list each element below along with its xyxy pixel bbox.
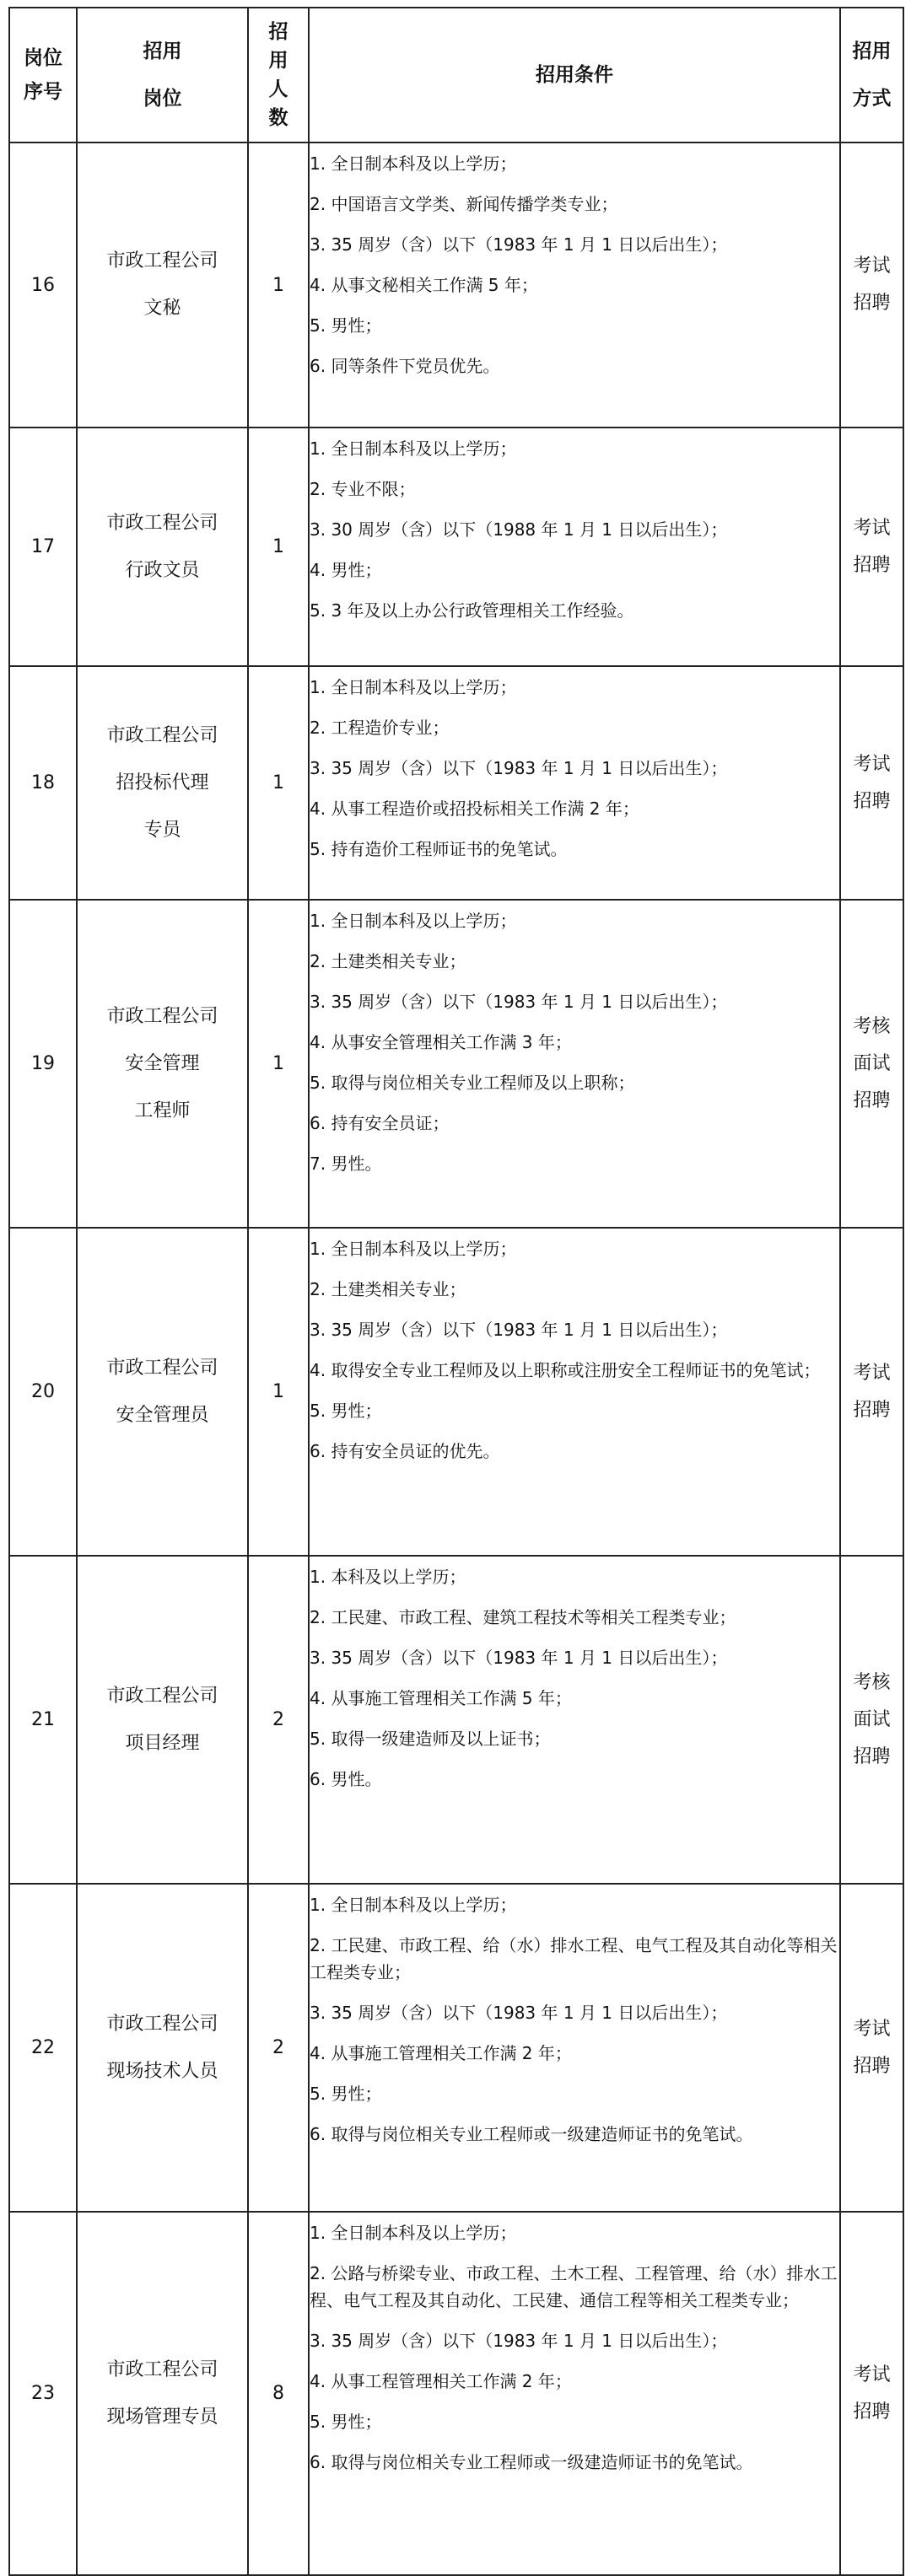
condition-item: 2. 工程造价专业；: [310, 718, 450, 738]
method-line: 考核: [853, 1671, 891, 1693]
conditions-list: [310, 2213, 839, 2482]
row-seq-number: 23: [9, 2212, 77, 2575]
condition-item: 6. 持有安全员证的优先。: [310, 1441, 500, 1461]
condition-item: 2. 中国语言文学类、新闻传播学类专业；: [310, 194, 618, 214]
condition-item: 5. 取得一级建造师及以上证书；: [310, 1729, 551, 1749]
header-seq: [9, 8, 77, 143]
method-line: 考试: [853, 2018, 891, 2040]
condition-item: 3. 35 周岁（含）以下（1983 年 1 月 1 日以后出生）；: [310, 1320, 728, 1340]
condition-item: 6. 取得与岗位相关专业工程师或一级建造师证书的免笔试。: [310, 2452, 753, 2472]
condition-item: 5. 男性；: [310, 315, 382, 336]
condition-item: 2. 土建类相关专业；: [310, 951, 466, 971]
method-line: 考试: [853, 255, 891, 277]
conditions-list: [310, 1557, 839, 1799]
table-row: [9, 1884, 903, 2212]
method-line: 招聘: [853, 293, 891, 314]
position-line: 现场技术人员: [106, 2060, 218, 2082]
conditions-list: [310, 1229, 839, 1471]
condition-item: 4. 从事施工管理相关工作满 5 年；: [310, 1688, 572, 1708]
table-row: [9, 900, 903, 1228]
method-line: 招聘: [853, 2401, 891, 2423]
condition-item: 1. 全日制本科及以上学历；: [310, 1239, 517, 1259]
row-position: [77, 2212, 248, 2575]
condition-item: 4. 男性；: [310, 560, 382, 580]
condition-item: 2. 工民建、市政工程、给（水）排水工程、电气工程及其自动化等相关工程类专业；: [310, 1935, 838, 1982]
condition-item: 2. 专业不限；: [310, 479, 416, 499]
row-conditions: [309, 900, 840, 1228]
condition-item: 4. 从事安全管理相关工作满 3 年；: [310, 1032, 572, 1052]
condition-item: 5. 取得与岗位相关专业工程师及以上职称；: [310, 1073, 635, 1093]
row-position: [77, 143, 248, 428]
row-position: [77, 1884, 248, 2212]
method-line: 考试: [853, 517, 891, 539]
condition-item: 4. 从事文秘相关工作满 5 年；: [310, 275, 538, 295]
condition-item: 1. 全日制本科及以上学历；: [310, 153, 517, 174]
condition-item: 7. 男性。: [310, 1154, 382, 1174]
position-line: 现场管理专员: [106, 2406, 218, 2428]
row-conditions: [309, 1556, 840, 1884]
row-headcount: 2: [248, 1884, 309, 2212]
method-line: 考试: [853, 753, 891, 775]
method-line: 招聘: [853, 1089, 891, 1111]
row-headcount: 1: [248, 900, 309, 1228]
table-row: [9, 666, 903, 900]
row-seq-number: 22: [9, 1884, 77, 2212]
row-seq-number: 16: [9, 143, 77, 428]
header-position: [77, 8, 248, 143]
condition-item: 1. 全日制本科及以上学历；: [310, 438, 517, 459]
row-seq-number: 18: [9, 666, 77, 900]
position-line: 项目经理: [125, 1732, 200, 1754]
header-count-char: 用: [268, 50, 288, 72]
condition-item: 4. 取得安全专业工程师及以上职称或注册安全工程师证书的免笔试；: [310, 1360, 821, 1380]
condition-item: 1. 本科及以上学历；: [310, 1567, 466, 1587]
conditions-list: [310, 143, 839, 386]
header-position-line: 招用: [143, 40, 182, 62]
method-line: 考核: [853, 1015, 891, 1037]
position-line: 市政工程公司: [106, 2358, 218, 2380]
conditions-list: [310, 428, 839, 631]
header-seq-line: 岗位: [24, 47, 62, 69]
condition-item: 6. 持有安全员证；: [310, 1113, 450, 1133]
method-line: 考试: [853, 2364, 891, 2385]
condition-item: 3. 35 周岁（含）以下（1983 年 1 月 1 日以后出生）；: [310, 2331, 728, 2351]
condition-item: 3. 30 周岁（含）以下（1988 年 1 月 1 日以后出生）；: [310, 519, 728, 540]
recruitment-table: [8, 7, 904, 2576]
row-conditions: [309, 1884, 840, 2212]
condition-item: 3. 35 周岁（含）以下（1983 年 1 月 1 日以后出生）；: [310, 2003, 728, 2023]
position-line: 招投标代理: [116, 772, 209, 793]
method-line: 招聘: [853, 1745, 891, 1767]
row-position: [77, 900, 248, 1228]
position-line: 安全管理: [125, 1052, 200, 1074]
condition-item: 4. 从事工程管理相关工作满 2 年；: [310, 2371, 572, 2391]
row-headcount: 1: [248, 1228, 309, 1556]
table-header-row: [9, 8, 903, 143]
condition-item: 5. 男性；: [310, 1401, 382, 1421]
method-line: 招聘: [853, 1399, 891, 1421]
method-line: 考试: [853, 1362, 891, 1384]
header-method-line: 招用: [852, 40, 892, 62]
condition-item: 5. 持有造价工程师证书的免笔试。: [310, 839, 568, 859]
row-headcount: 8: [248, 2212, 309, 2575]
header-count: [248, 8, 309, 143]
row-headcount: 1: [248, 666, 309, 900]
row-recruit-method: [840, 900, 903, 1228]
row-headcount: 2: [248, 1556, 309, 1884]
row-recruit-method: [840, 143, 903, 428]
table-body: [9, 143, 903, 2575]
condition-item: 3. 35 周岁（含）以下（1983 年 1 月 1 日以后出生）；: [310, 234, 728, 255]
row-conditions: [309, 2212, 840, 2575]
row-recruit-method: [840, 428, 903, 666]
position-line: 安全管理员: [116, 1404, 209, 1426]
row-recruit-method: [840, 1884, 903, 2212]
condition-item: 2. 公路与桥梁专业、市政工程、土木工程、工程管理、给（水）排水工程、电气工程及其自动化、工民建、通信工程等相关工程类专业；: [310, 2263, 838, 2310]
condition-item: 4. 从事工程造价或招投标相关工作满 2 年；: [310, 799, 639, 819]
header-count-char: 数: [268, 107, 288, 129]
position-line: 市政工程公司: [106, 250, 218, 272]
condition-item: 4. 从事施工管理相关工作满 2 年；: [310, 2043, 572, 2063]
condition-item: 5. 男性；: [310, 2084, 382, 2104]
condition-item: 2. 土建类相关专业；: [310, 1279, 466, 1299]
row-seq-number: 20: [9, 1228, 77, 1556]
table-row: [9, 1228, 903, 1556]
header-method: [840, 8, 903, 143]
position-line: 市政工程公司: [106, 512, 218, 534]
condition-item: 5. 3 年及以上办公行政管理相关工作经验。: [310, 600, 634, 621]
row-recruit-method: [840, 666, 903, 900]
method-line: 招聘: [853, 554, 891, 576]
row-conditions: [309, 1228, 840, 1556]
row-position: [77, 428, 248, 666]
header-method-line: 方式: [852, 88, 892, 110]
table-row: [9, 1556, 903, 1884]
condition-item: 3. 35 周岁（含）以下（1983 年 1 月 1 日以后出生）；: [310, 1648, 728, 1668]
condition-item: 1. 全日制本科及以上学历；: [310, 1895, 517, 1915]
condition-item: 1. 全日制本科及以上学历；: [310, 677, 517, 697]
row-conditions: [309, 666, 840, 900]
position-line: 专员: [143, 819, 181, 841]
row-seq-number: 17: [9, 428, 77, 666]
position-line: 市政工程公司: [106, 1005, 218, 1027]
position-line: 市政工程公司: [106, 1357, 218, 1379]
condition-item: 6. 同等条件下党员优先。: [310, 356, 500, 376]
row-headcount: 1: [248, 428, 309, 666]
condition-item: 3. 35 周岁（含）以下（1983 年 1 月 1 日以后出生）；: [310, 992, 728, 1012]
header-conditions: 招用条件: [309, 8, 840, 143]
row-position: [77, 666, 248, 900]
condition-item: 3. 35 周岁（含）以下（1983 年 1 月 1 日以后出生）；: [310, 758, 728, 778]
row-position: [77, 1556, 248, 1884]
conditions-list: [310, 667, 839, 869]
table-row: [9, 143, 903, 428]
condition-item: 2. 工民建、市政工程、建筑工程技术等相关工程类专业；: [310, 1607, 736, 1627]
position-line: 文秘: [143, 298, 181, 319]
header-count-char: 人: [268, 78, 288, 100]
header-seq-line: 序号: [24, 81, 62, 103]
row-position: [77, 1228, 248, 1556]
condition-item: 5. 男性；: [310, 2412, 382, 2432]
header-count-char: 招: [268, 21, 288, 43]
condition-item: 6. 取得与岗位相关专业工程师或一级建造师证书的免笔试。: [310, 2124, 753, 2144]
position-line: 工程师: [134, 1100, 191, 1121]
position-line: 市政工程公司: [106, 724, 218, 746]
recruitment-page: [8, 7, 903, 2576]
row-recruit-method: [840, 2212, 903, 2575]
method-line: 面试: [853, 1708, 891, 1730]
row-conditions: [309, 143, 840, 428]
condition-item: 1. 全日制本科及以上学历；: [310, 2223, 517, 2243]
position-line: 市政工程公司: [106, 2013, 218, 2035]
condition-item: 1. 全日制本科及以上学历；: [310, 911, 517, 931]
row-conditions: [309, 428, 840, 666]
row-recruit-method: [840, 1556, 903, 1884]
row-seq-number: 21: [9, 1556, 77, 1884]
row-seq-number: 19: [9, 900, 77, 1228]
method-line: 面试: [853, 1052, 891, 1074]
table-row: [9, 2212, 903, 2575]
position-line: 行政文员: [125, 559, 200, 581]
position-line: 市政工程公司: [106, 1685, 218, 1707]
condition-item: 6. 男性。: [310, 1769, 382, 1789]
conditions-list: [310, 1885, 839, 2154]
method-line: 招聘: [853, 790, 891, 812]
method-line: 招聘: [853, 2055, 891, 2077]
header-position-line: 岗位: [143, 88, 182, 110]
table-row: [9, 428, 903, 666]
row-headcount: 1: [248, 143, 309, 428]
conditions-list: [310, 901, 839, 1184]
row-recruit-method: [840, 1228, 903, 1556]
